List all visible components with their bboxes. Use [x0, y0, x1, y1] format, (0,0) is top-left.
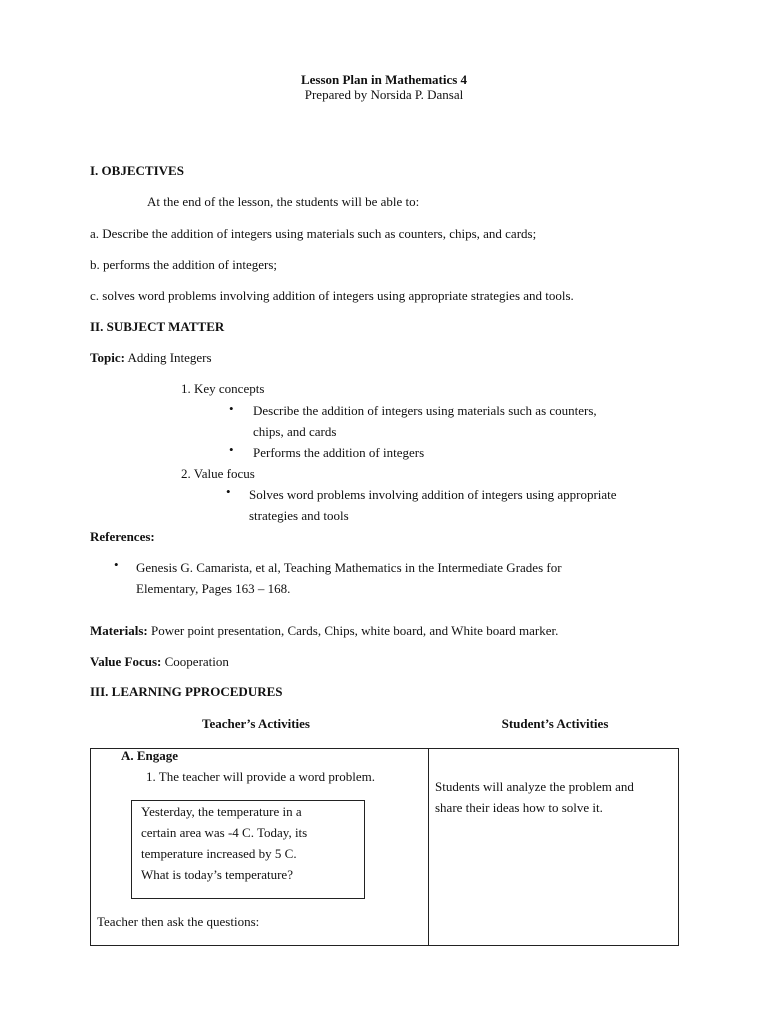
reference-line1: Genesis G. Camarista, et al, Teaching Mathematics in the Intermediate Grades for	[136, 560, 562, 575]
topic-line	[90, 350, 212, 366]
page-subtitle: Prepared by Norsida P. Dansal	[304, 87, 464, 102]
problem-line-1: Yesterday, the temperature in a	[141, 804, 302, 819]
reference-line2: Elementary, Pages 163 – 168.	[136, 581, 291, 596]
materials-value: Power point presentation, Cards, Chips, white board, and White board marker.	[147, 623, 559, 638]
key-concept-1-line2: chips, and cards	[253, 424, 337, 439]
value-focus-list-label: 2. Value focus	[181, 466, 255, 481]
engage-heading: A. Engage	[121, 748, 179, 763]
bullet-icon: •	[226, 484, 231, 499]
teacher-step-1: 1. The teacher will provide a word problem.	[146, 769, 375, 784]
student-activities-header: Student’s Activities	[501, 716, 609, 731]
value-focus-label: Value Focus:	[90, 654, 162, 669]
topic-label: Topic:	[90, 350, 125, 365]
key-concepts-label: 1. Key concepts	[181, 381, 265, 396]
objectives-intro: At the end of the lesson, the students will be able to:	[147, 194, 420, 209]
objectives-heading: I. OBJECTIVES	[90, 163, 184, 178]
materials-label: Materials:	[90, 623, 148, 638]
table-column-divider	[428, 748, 429, 946]
bullet-icon: •	[114, 557, 119, 572]
bullet-icon: •	[229, 401, 234, 416]
problem-line-3: temperature increased by 5 C.	[141, 846, 297, 861]
student-line-1: Students will analyze the problem and	[435, 779, 634, 794]
value-focus-value: Cooperation	[161, 654, 229, 669]
problem-line-4: What is today’s temperature?	[141, 867, 293, 882]
value-focus-line	[90, 654, 229, 670]
student-line-2: share their ideas how to solve it.	[435, 800, 603, 815]
problem-line-2: certain area was -4 C. Today, its	[141, 825, 308, 840]
value-focus-item-line2: strategies and tools	[249, 508, 349, 523]
value-focus-item-line1: Solves word problems involving addition of integers using appropriate	[249, 487, 617, 502]
references-label: References:	[90, 529, 155, 544]
key-concept-1-line1: Describe the addition of integers using materials such as counters,	[253, 403, 597, 418]
page-title: Lesson Plan in Mathematics 4	[300, 72, 468, 87]
topic-value: Adding Integers	[124, 350, 212, 365]
key-concept-2: Performs the addition of integers	[253, 445, 425, 460]
objective-b: b. performs the addition of integers;	[90, 257, 278, 272]
objective-a: a. Describe the addition of integers using materials such as counters, chips, and cards;	[90, 226, 537, 241]
objective-c: c. solves word problems involving addition of integers using appropriate strategies and tools.	[90, 288, 574, 303]
bullet-icon: •	[229, 442, 234, 457]
materials-line	[90, 623, 558, 639]
subject-matter-heading: II. SUBJECT MATTER	[90, 319, 225, 334]
procedures-heading: III. LEARNING PPROCEDURES	[90, 684, 283, 699]
teacher-followup: Teacher then ask the questions:	[97, 914, 260, 929]
teacher-activities-header: Teacher’s Activities	[202, 716, 310, 731]
